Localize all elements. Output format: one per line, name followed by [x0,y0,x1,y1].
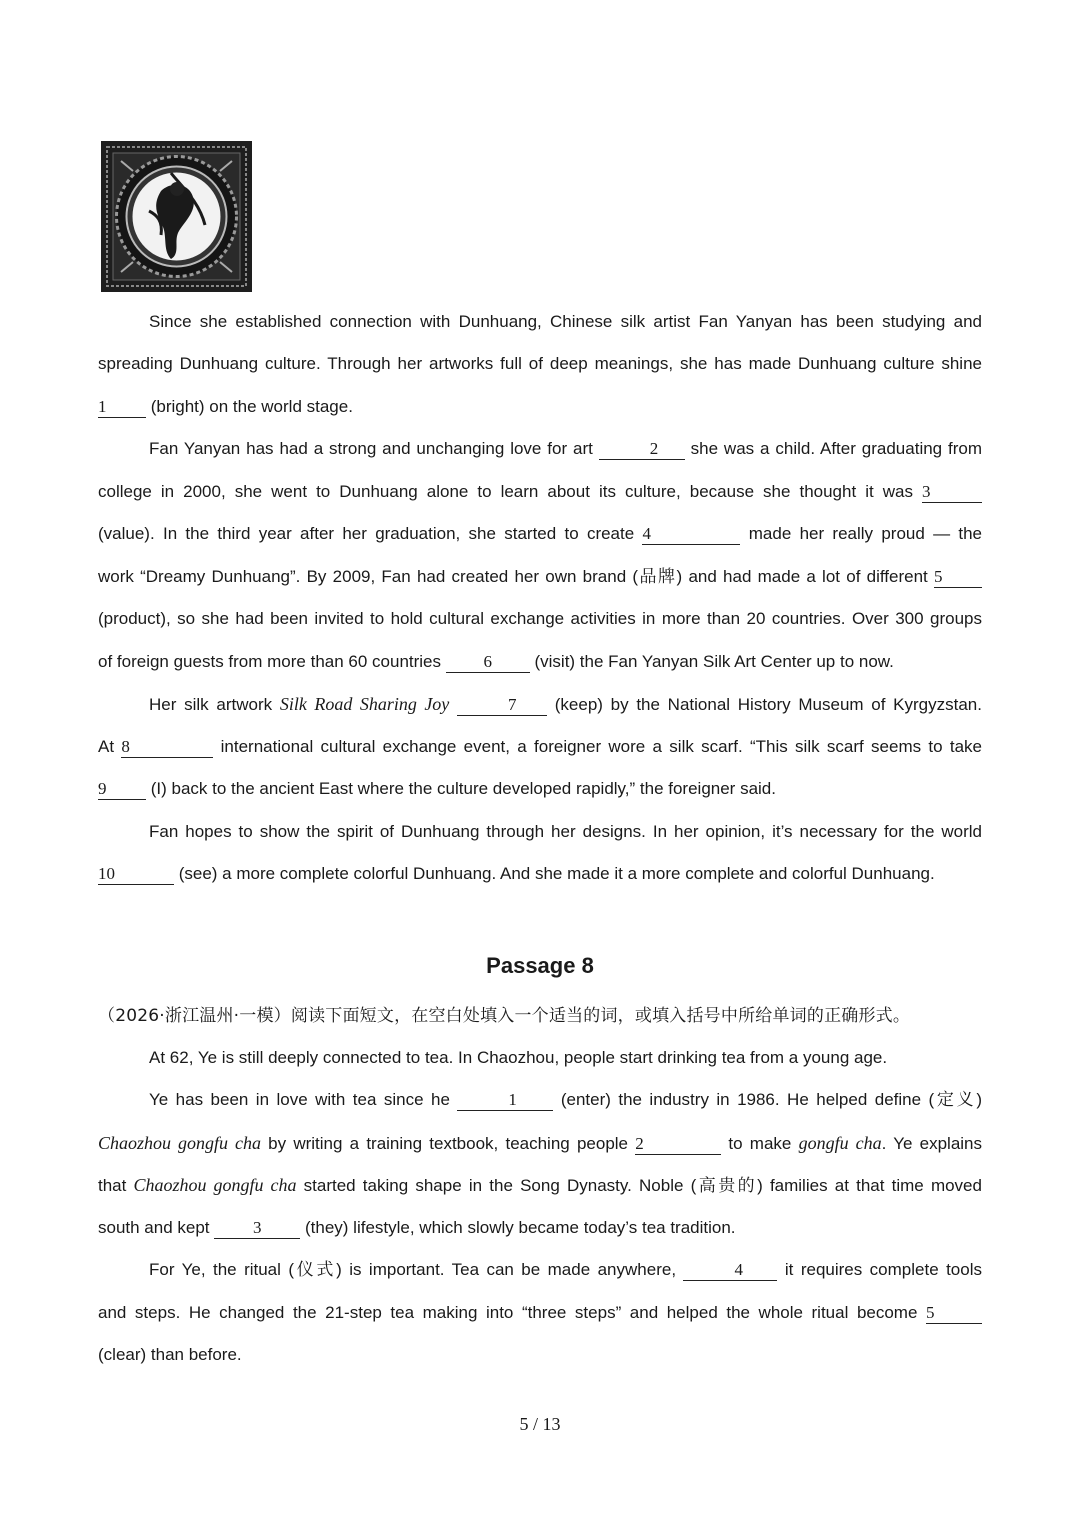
page-number: 5 / 13 [519,1414,561,1434]
p8-line-6: For Ye, the ritual (仪式) is important. Tea can be made anywhere, 4 it requires complete tools [149,1260,982,1279]
passage-8-title: Passage 8 [486,953,594,978]
p7-blank-9[interactable]: 9 [98,779,146,800]
p7-blank-3[interactable]: 3 [922,482,982,503]
p7-blank-10[interactable]: 10 [98,864,174,885]
p7-line-13: Fan hopes to show the spirit of Dunhuang through her designs. In her opinion, it’s necessary for the world [149,822,982,841]
p7-line-1: Since she established connection with Dunhuang, Chinese silk artist Fan Yanyan has been studying and [149,312,982,331]
p7-line-11: At 8 international cultural exchange event, a foreigner wore a silk scarf. “This silk scarf seems to take [98,737,982,756]
p8-line-1: At 62, Ye is still deeply connected to tea. In Chaozhou, people start drinking tea from a young age. [149,1048,888,1067]
p7-blank-1[interactable]: 1 [98,397,146,418]
p7-blank-8[interactable]: 8 [121,737,213,758]
p7-line-10: Her silk artwork Silk Road Sharing Joy 7 (keep) by the National History Museum of Kyrgyzstan. [149,694,982,714]
p8-blank-4[interactable]: 4 [683,1260,777,1281]
artwork-title: Silk Road Sharing Joy [279,694,450,714]
p7-line-8: (product), so she had been invited to hold cultural exchange activities in more than 20 countries. Over 300 groups [98,609,982,628]
p8-line-2: Ye has been in love with tea since he 1 (enter) the industry in 1986. He helped define (定义) [149,1090,982,1109]
p8-line-5: south and kept 3 (they) lifestyle, which slowly became today’s tea tradition. [98,1218,736,1237]
p8-line-8: (clear) than before. [98,1345,242,1364]
p8-blank-5[interactable]: 5 [926,1303,982,1324]
p7-line-14: 10 (see) a more complete colorful Dunhuang. And she made it a more complete and colorful Dunhuang. [98,864,935,883]
p7-line-12: 9 (I) back to the ancient East where the culture developed rapidly,” the foreigner said. [98,779,776,798]
p7-line-5: college in 2000, she went to Dunhuang alone to learn about its culture, because she thought it was 3 [98,480,982,504]
p7-line-9: of foreign guests from more than 60 countries 6 (visit) the Fan Yanyan Silk Art Center up to now. [98,652,894,671]
p8-blank-1[interactable]: 1 [457,1090,553,1111]
passage-8-instruction: （2026·浙江温州·一模）阅读下面短文，在空白处填入一个适当的词，或填入括号中所给单词的正确形式。 [98,1006,911,1026]
dunhuang-artwork-image [101,141,252,292]
p7-blank-4[interactable]: 4 [642,524,740,545]
p7-line-3: 1 (bright) on the world stage. [98,397,353,416]
p8-line-3: Chaozhou gongfu cha by writing a training textbook, teaching people 2 to make gongfu cha. Ye explains [98,1133,983,1153]
p8-blank-2[interactable]: 2 [635,1134,721,1155]
p7-line-4: Fan Yanyan has had a strong and unchanging love for art 2 she was a child. After graduating from [149,439,983,458]
p7-blank-7[interactable]: 7 [457,695,547,716]
p7-blank-5[interactable]: 5 [934,567,982,588]
p7-line-6: (value). In the third year after her graduation, she started to create 4 made her really proud — the [98,524,983,543]
p8-line-7: and steps. He changed the 21-step tea making into “three steps” and helped the whole ritual become 5 [98,1301,982,1325]
p7-line-7: work “Dreamy Dunhuang”. By 2009, Fan had created her own brand (品牌) and had made a lot of different 5 [98,565,982,589]
p7-blank-2[interactable]: 2 [599,439,685,460]
p8-line-4: that Chaozhou gongfu cha started taking shape in the Song Dynasty. Noble (高贵的) families at that time moved [98,1175,982,1195]
p7-blank-6[interactable]: 6 [446,652,530,673]
p8-blank-3[interactable]: 3 [214,1218,300,1239]
p7-line-2: spreading Dunhuang culture. Through her artworks full of deep meanings, she has made Dunhuang culture shine [98,354,982,373]
